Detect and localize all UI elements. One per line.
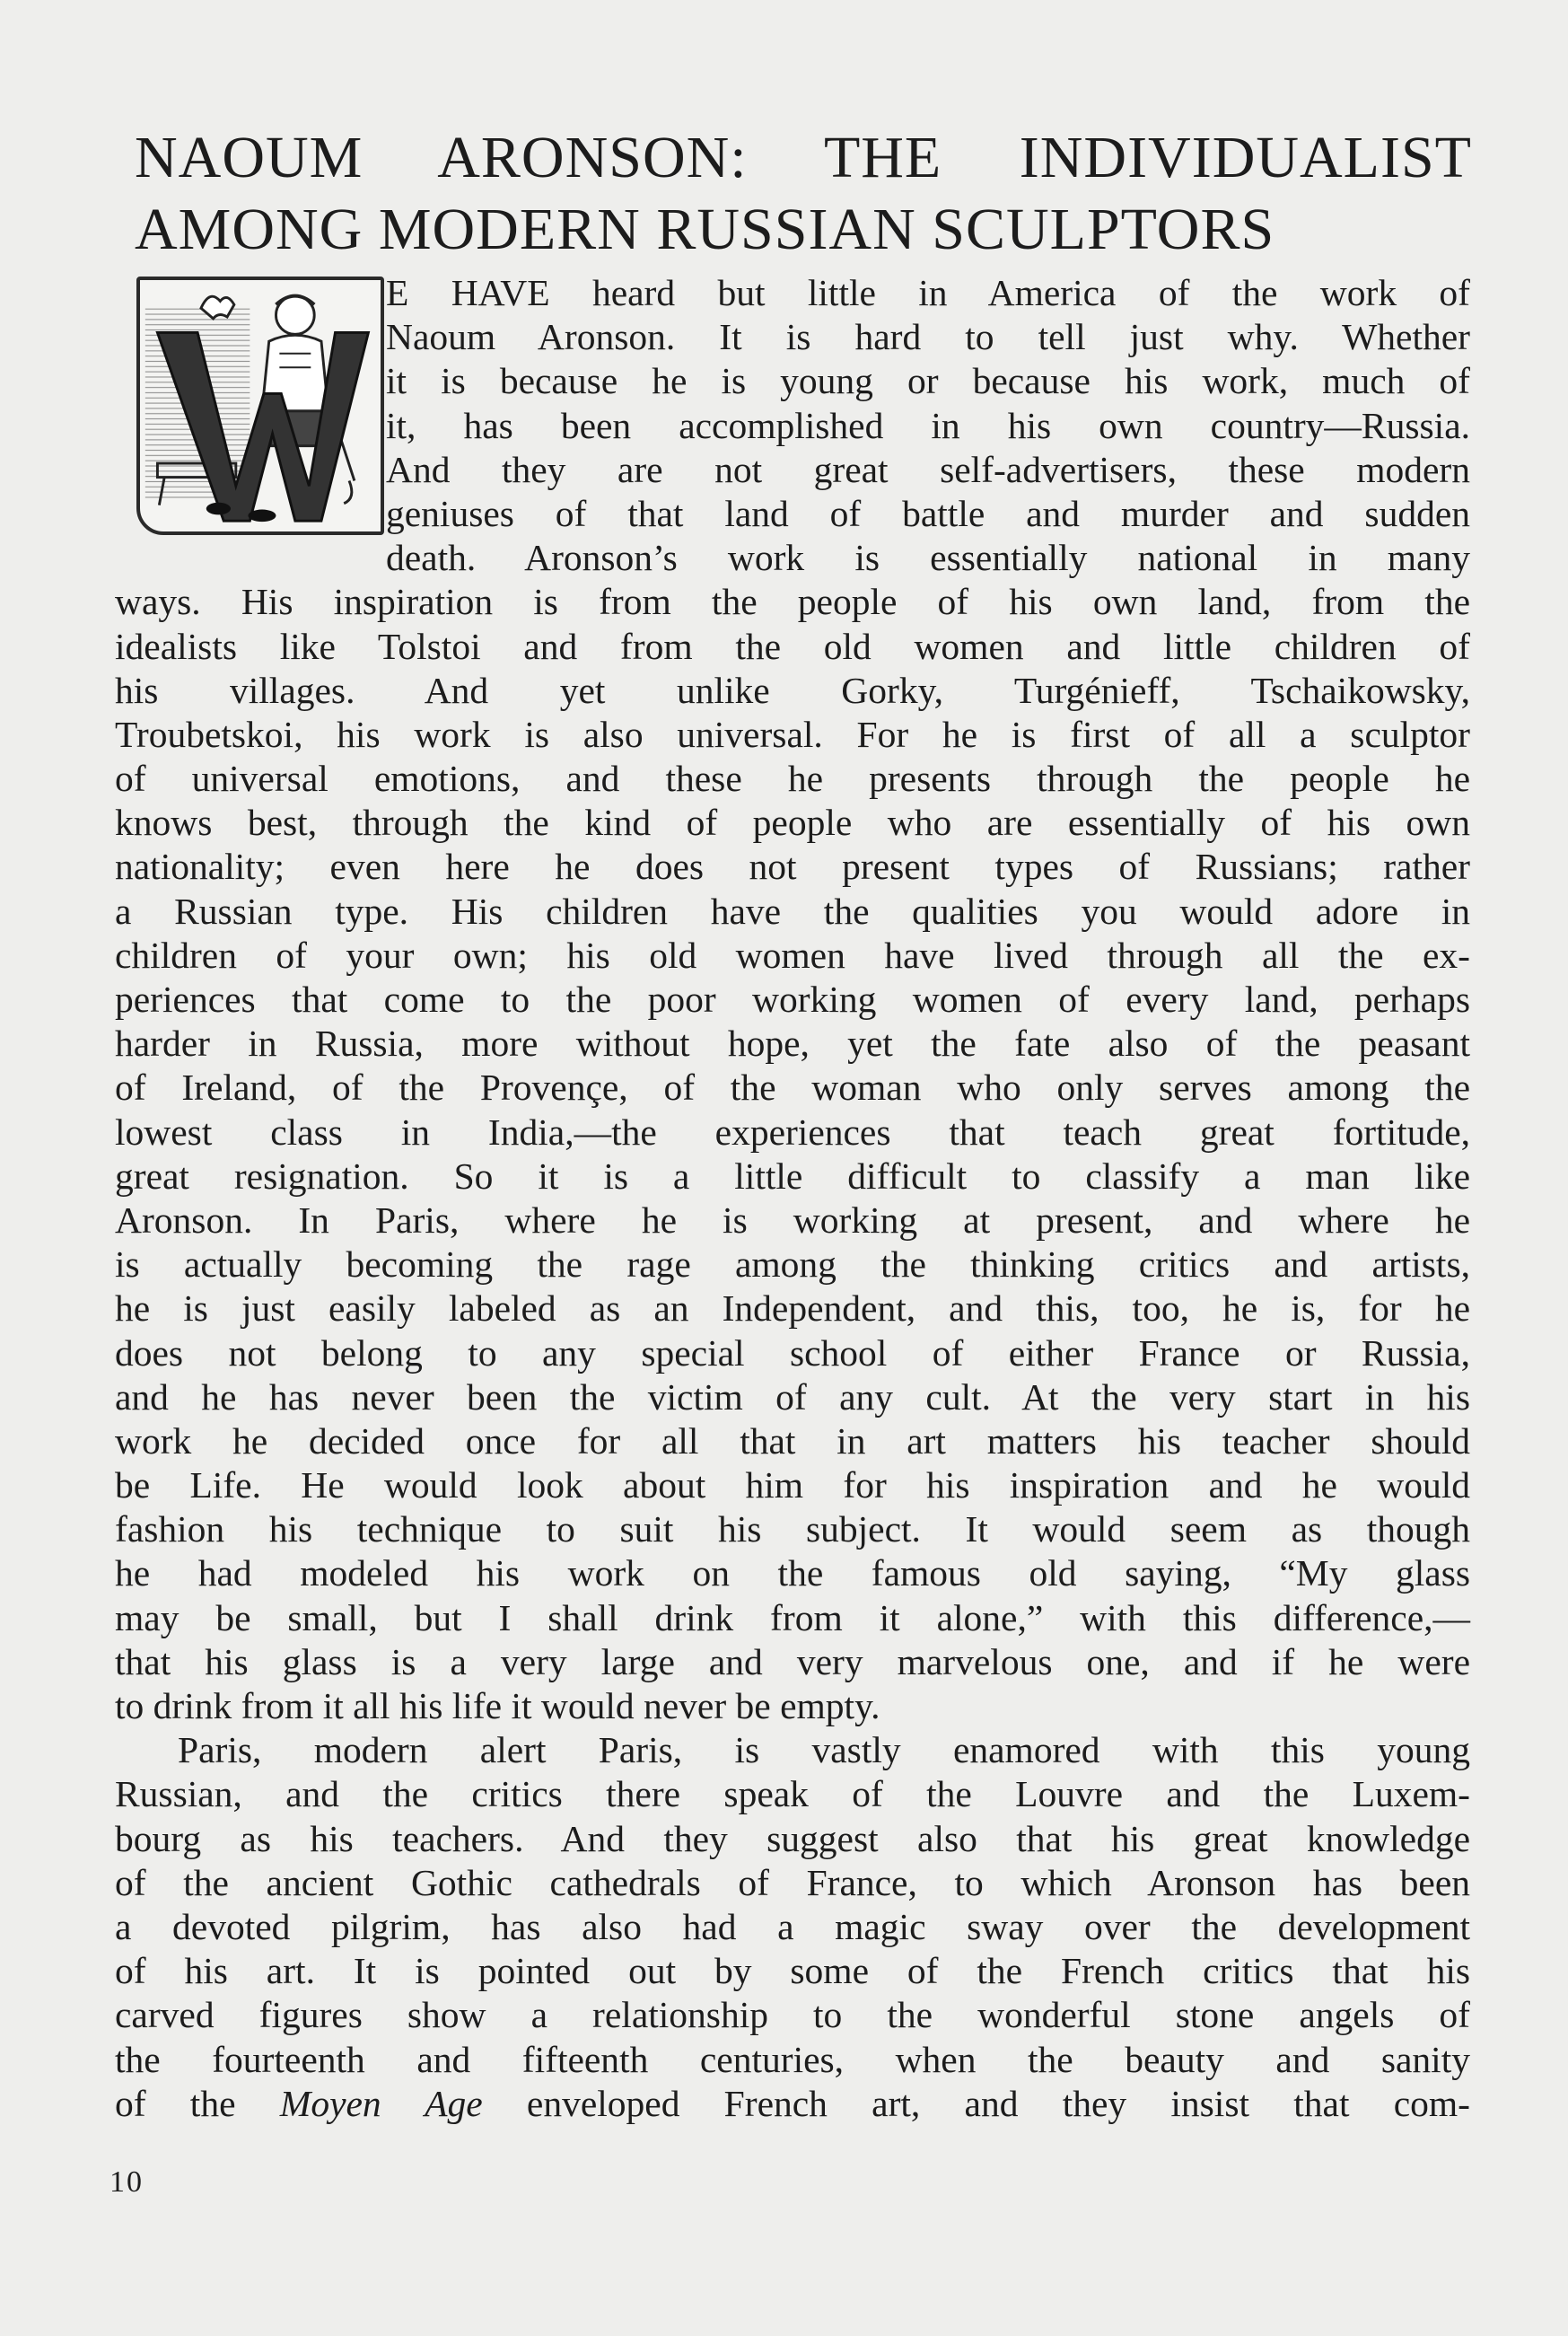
text-line: he is just easily labeled as an Independent, and this, too, he is, for he — [115, 1287, 1470, 1330]
text-line: it is because he is young or because his work, much of — [386, 360, 1470, 402]
paragraph-1 — [115, 271, 1470, 1728]
text-line-final — [115, 2082, 1470, 2126]
italic-phrase: Moyen Age — [279, 2082, 483, 2124]
text-line: Aronson. In Paris, where he is working at present, and where he — [115, 1199, 1470, 1241]
article-body — [115, 271, 1470, 2126]
text-line: does not belong to any special school of either France or Russia, — [115, 1331, 1470, 1374]
text-line: Troubetskoi, his work is also universal. For he is first of all a sculptor — [115, 713, 1470, 755]
text-line: nationality; even here he does not present types of Russians; rather — [115, 846, 1470, 888]
text-line: knows best, through the kind of people who are essentially of his own — [115, 802, 1470, 844]
text-line: geniuses of that land of battle and murder and sudden — [386, 492, 1470, 534]
text-line: And they are not great self-advertisers, these modern — [386, 448, 1470, 490]
text-line: idealists like Tolstoi and from the old women and little children of — [115, 625, 1470, 667]
text-line: of his art. It is pointed out by some of the French critics that his — [115, 1950, 1470, 1992]
text-line: of universal emotions, and these he presents through the people he — [115, 758, 1470, 800]
text-line: of Ireland, of the Provençe, of the woman who only serves among the — [115, 1067, 1470, 1109]
text-fragment: of the — [115, 2082, 280, 2124]
text-line: harder in Russia, more without hope, yet the fate also of the peasant — [115, 1023, 1470, 1065]
text-line: be Life. He would look about him for his inspiration and he would — [115, 1464, 1470, 1506]
title-line-1: NAOUM ARONSON: THE INDIVIDUALIST — [135, 125, 1472, 190]
text-line: work he decided once for all that in art matters his teacher should — [115, 1419, 1470, 1462]
text-line: fashion his technique to suit his subject. It would seem as though — [115, 1508, 1470, 1550]
text-line: bourg as his teachers. And they suggest also that his great knowledge — [115, 1817, 1470, 1859]
text-line: is actually becoming the rage among the thinking critics and artists, — [115, 1243, 1470, 1286]
text-line: a Russian type. His children have the qualities you would adore in — [115, 890, 1470, 932]
text-line: may be small, but I shall drink from it alone,” with this difference,— — [115, 1596, 1470, 1638]
page-title — [135, 122, 1472, 266]
title-line-2: AMONG MODERN RUSSIAN SCULPTORS — [135, 197, 1275, 262]
text-line: of the ancient Gothic cathedrals of France, to which Aronson has been — [115, 1861, 1470, 1903]
text-line: his villages. And yet unlike Gorky, Turgénieff, Tschaikowsky, — [115, 669, 1470, 711]
text-line: periences that come to the poor working women of every land, perhaps — [115, 979, 1470, 1020]
text-fragment: enveloped French art, and they insist that com- — [482, 2082, 1470, 2124]
text-line: it, has been accomplished in his own country—Russia. — [386, 404, 1470, 446]
text-line: Naoum Aronson. It is hard to tell just why. Whether — [386, 316, 1470, 358]
text-line: children of your own; his old women have lived through all the ex- — [115, 934, 1470, 976]
text-line: the fourteenth and fifteenth centuries, when the beauty and sanity — [115, 2038, 1470, 2080]
text-line: Paris, modern alert Paris, is vastly enamored with this young — [178, 1729, 1470, 1771]
text-line: that his glass is a very large and very marvelous one, and if he were — [115, 1640, 1470, 1682]
text-line: a devoted pilgrim, has also had a magic sway over the development — [115, 1905, 1470, 1947]
text-line: Russian, and the critics there speak of the Louvre and the Luxem- — [115, 1773, 1470, 1815]
text-line: great resignation. So it is a little difficult to classify a man like — [115, 1155, 1470, 1197]
text-line: E HAVE heard but little in America of the work of — [386, 272, 1470, 313]
page-number: 10 — [109, 2165, 144, 2199]
text-line: death. Aronson’s work is essentially national in many — [386, 537, 1470, 579]
text-line: and he has never been the victim of any cult. At the very start in his — [115, 1375, 1470, 1418]
text-line: lowest class in India,—the experiences that teach great fortitude, — [115, 1111, 1470, 1153]
text-line: to drink from it all his life it would never be empty. — [115, 1685, 880, 1726]
text-line: ways. His inspiration is from the people of his own land, from the — [115, 581, 1470, 623]
paragraph-2 — [115, 1728, 1470, 2126]
text-line: carved figures show a relationship to the wonderful stone angels of — [115, 1994, 1470, 2036]
text-line: he had modeled his work on the famous old saying, “My glass — [115, 1552, 1470, 1594]
